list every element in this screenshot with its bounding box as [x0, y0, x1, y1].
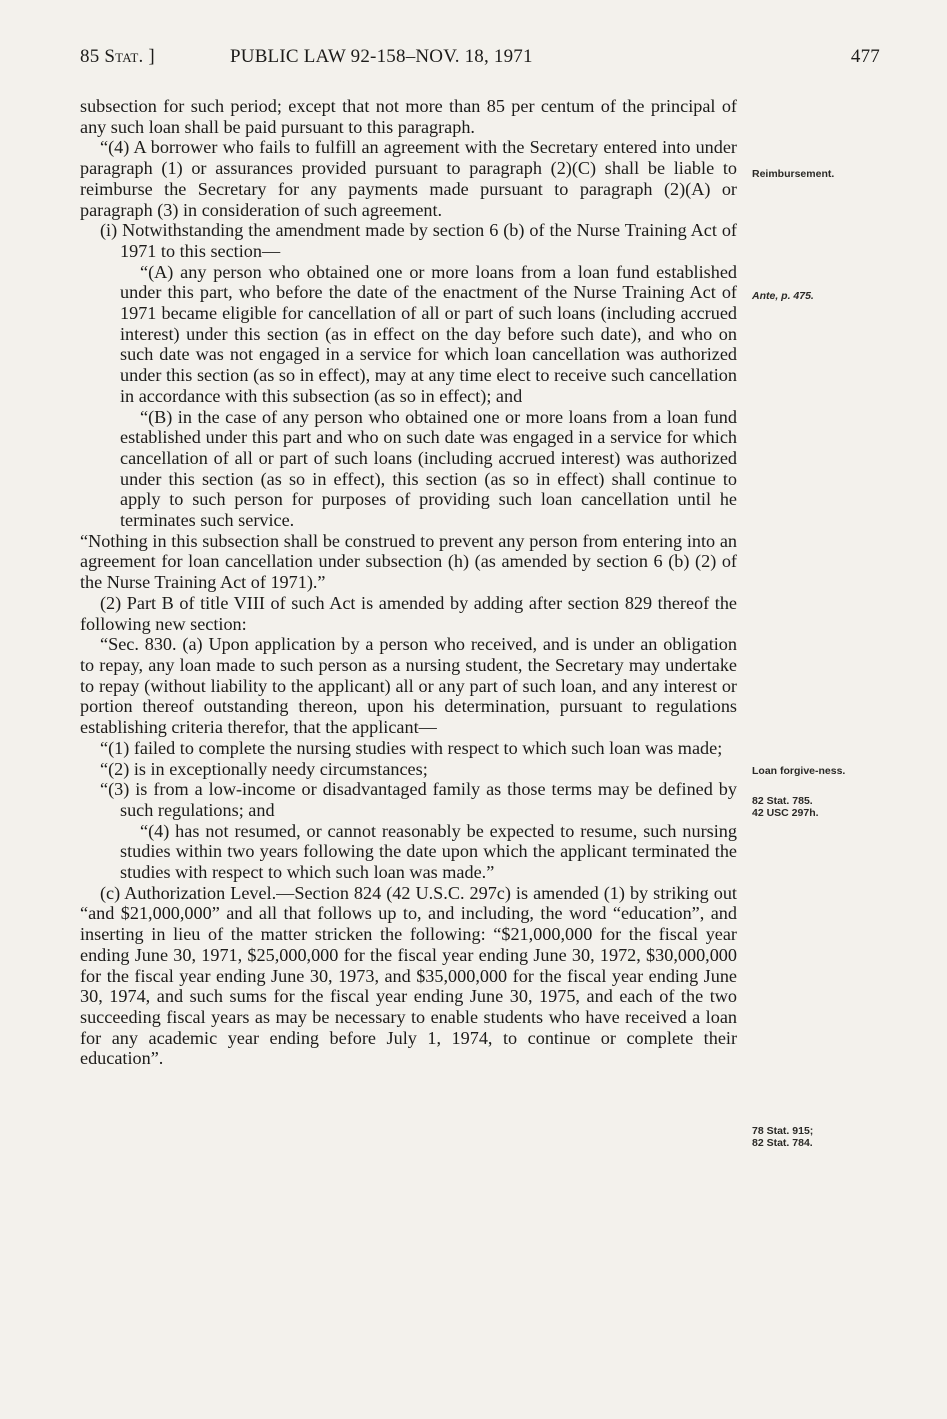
- document-body: [80, 96, 737, 1069]
- paragraph: “(3) is from a low-income or disadvantaged family as those terms may be defined by such regulations; and: [100, 779, 737, 820]
- margin-note-loan-forgiveness: Loan forgive-ness.: [752, 765, 846, 777]
- margin-note-reimbursement: Reimbursement.: [752, 168, 835, 180]
- statute-volume: 85 Stat. ]: [80, 46, 155, 67]
- paragraph: “(4) has not resumed, or cannot reasonably be expected to resume, such nursing studies within two years following the date upon which the applicant terminated the studies with respect to which such loan was made.”: [120, 820, 737, 883]
- paragraph: “(1) failed to complete the nursing studies with respect to which such loan was made;: [100, 737, 723, 758]
- margin-note-stat-785: 82 Stat. 785.: [752, 795, 813, 807]
- paragraph: “(A) any person who obtained one or more loans from a loan fund established under this part, who before the date of the enactment of the Nurse Training Act of 1971 became eligible for cancellation of all or part of such loans (including accrued interest) under this section (as in effect on the day before such date), and who on such date was not engaged in a service for which loan cancellation was authorized under this section (as so in effect), may at any time elect to receive such cancellation in accordance with this subsection (as so in effect); and: [120, 261, 737, 406]
- paragraph: (2) Part B of title VIII of such Act is amended by adding after section 829 thereof the following new section:: [80, 592, 737, 634]
- paragraph: “(2) is in exceptionally needy circumstances;: [100, 758, 428, 779]
- margin-note-usc-297h: 42 USC 297h.: [752, 807, 819, 819]
- paragraph: subsection for such period; except that not more than 85 per centum of the principal of any such loan shall be paid pursuant to this paragraph.: [80, 96, 737, 137]
- margin-note-stat-915: 78 Stat. 915;: [752, 1125, 814, 1137]
- paragraph: “Nothing in this subsection shall be construed to prevent any person from entering into an agreement for loan cancellation under subsection (h) (as amended by section 6 (b) (2) of the Nurse Training Act of 1971).”: [80, 530, 737, 593]
- paragraph: “(B) in the case of any person who obtained one or more loans from a loan fund established under this part and who on such date was engaged in a service for which cancellation of all or part of such loans (including accrued interest) was authorized under this section (as so in effect), this section (as so in effect) shall continue to apply to such person for purposes of providing such loan cancellation until he terminates such service.: [120, 406, 737, 531]
- page-number: 477: [850, 46, 880, 67]
- paragraph: (c) Authorization Level.—Section 824 (42 U.S.C. 297c) is amended (1) by striking out “and $21,000,000” and all that follows up to, and including, the word “education”, and inserting in lieu of the matter stricken the following: “$21,000,000 for the fiscal year ending June 30, 1971, $25,000,000 for the fiscal year ending June 30, 1972, $30,000,000 for the fiscal year ending June 30, 1973, and $35,000,000 for the fiscal year ending June 30, 1974, and such sums for the fiscal year ending June 30, 1975, and each of the two succeeding fiscal years as may be necessary to enable students who have received a loan for any academic year ending before July 1, 1974, to continue or complete their education”.: [80, 882, 737, 1069]
- page-header: [80, 46, 880, 72]
- paragraph: “Sec. 830. (a) Upon application by a person who received, and is under an obligation to repay, any loan made to such person as a nursing student, the Secretary may undertake to repay (without liability to the applicant) all or any part of such loan, and any interest or portion thereof outstanding thereon, upon his determination, pursuant to regulations establishing criteria therefor, that the applicant—: [80, 634, 737, 738]
- law-title: PUBLIC LAW 92-158–NOV. 18, 1971: [230, 46, 533, 67]
- margin-note-ante: Ante, p. 475.: [752, 290, 814, 302]
- paragraph: “(4) A borrower who fails to fulfill an agreement with the Secretary entered into under paragraph (1) or assurances provided pursuant to paragraph (2)(C) shall be liable to reimburse the Secretary for any payments made pursuant to paragraph (2)(A) or paragraph (3) in consideration of such agreement.: [80, 137, 737, 220]
- margin-note-stat-784: 82 Stat. 784.: [752, 1137, 813, 1149]
- paragraph: (i) Notwithstanding the amendment made by section 6 (b) of the Nurse Training Act of 1971 to this section—: [100, 220, 737, 261]
